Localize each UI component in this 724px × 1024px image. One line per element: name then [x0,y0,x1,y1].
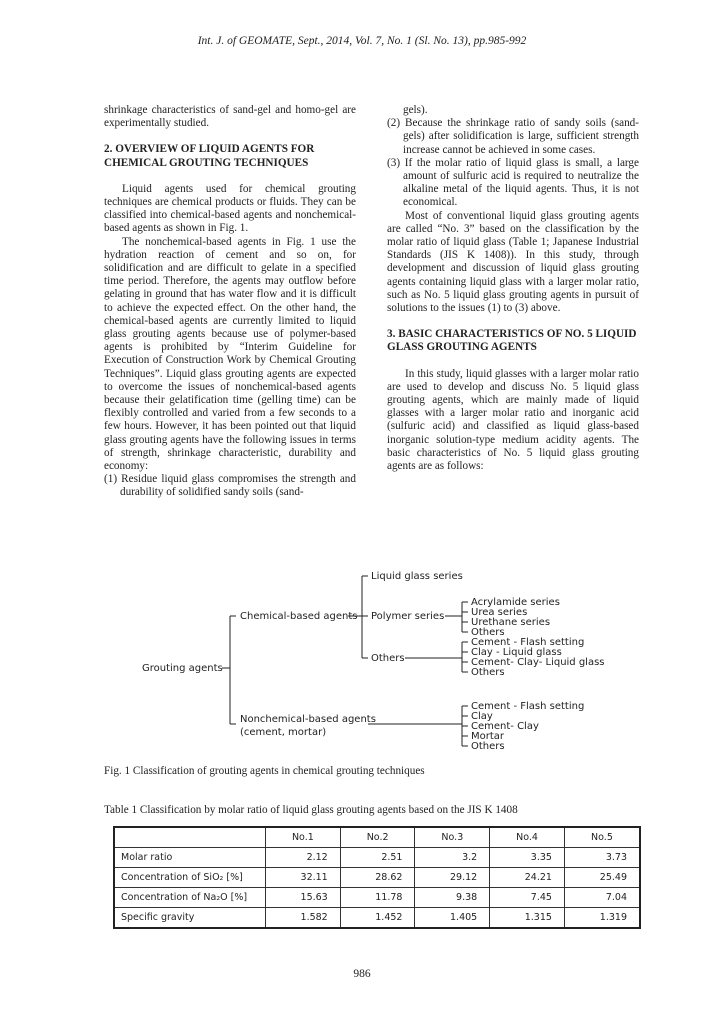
table-header-row [114,827,640,848]
table-cell: 1.405 [415,908,490,929]
table-cell: 2.51 [340,848,415,868]
list-item: (3) If the molar ratio of liquid glass is small, a large amount of sulfuric acid is required to neutralize the alkaline metal of the liquid agents. Thus, it is not economical. [387,156,639,209]
table-cell: 1.319 [564,908,640,929]
paragraph: Most of conventional liquid glass grouting agents are called “No. 3” based on the classification by the molar ratio of liquid glass (Table 1; Japanese Industrial Standards (JIS K 1408)). In this study, through development and discussion of liquid glass grouting agents containing liquid glass with a larger molar ratio, such as No. 5 liquid glass grouting agents in pursuit of solutions to the issues (1) to (3) above. [387,209,639,315]
leaf-other-item: Clay - Liquid glass [471,647,562,658]
leaf-polymer-item: Others [471,627,505,638]
leaf-nonchem-item: Cement - Flash setting [471,701,585,712]
table-row [114,868,640,888]
table-row [114,908,640,929]
leaf-nonchem-item: Mortar [471,731,505,742]
table-cell: 3.35 [490,848,565,868]
left-column [104,104,356,500]
paragraph: shrinkage characteristics of sand-gel and homo-gel are experimentally studied. [104,104,356,130]
table-cell: 24.21 [490,868,565,888]
table-header-cell: No.5 [564,827,640,848]
classification-diagram [100,562,620,762]
leaf-polymer-item: Acrylamide series [471,597,560,608]
leaf-nonchem-item: Clay [471,711,493,722]
table-cell: 9.38 [415,888,490,908]
node-chemical-based: Chemical-based agents [240,611,358,622]
row-label: Concentration of SiO₂ [%] [114,868,266,888]
paragraph: In this study, liquid glasses with a larger molar ratio are used to develop and discuss No. 5 liquid glass grouting agents, which are mainly made of liquid glasses with a larger molar ratio and inorganic acid (sulfuric acid) and classified as liquid glass-based inorganic solution-type medium acidity agents. The basic characteristics of No. 5 liquid glass grouting agents are as follows: [387,367,639,473]
table-header-cell: No.4 [490,827,565,848]
table-header-cell: No.3 [415,827,490,848]
right-column [387,104,639,473]
node-polymer-series: Polymer series [371,611,445,622]
node-others: Others [371,653,405,664]
table-row [114,888,640,908]
page-number: 986 [353,968,371,980]
leaf-nonchem-item: Cement- Clay [471,721,539,732]
table-cell: 3.73 [564,848,640,868]
table-cell: 29.12 [415,868,490,888]
paragraph: Liquid agents used for chemical grouting techniques are chemical products or fluids. They can be classified into chemical-based agents and nonchemical-based agents as shown in Fig. 1. [104,182,356,235]
list-item: (2) Because the shrinkage ratio of sandy soils (sand-gels) after solidification is large, sufficient strength increase cannot be achieved in some cases. [387,117,639,156]
row-label: Specific gravity [114,908,266,929]
table-header-cell [114,827,266,848]
node-nonchemical-note: (cement, mortar) [240,727,327,738]
table-header-cell: No.2 [340,827,415,848]
node-grouting-agents: Grouting agents [142,663,223,674]
table-row [114,848,640,868]
leaf-other-item: Cement - Flash setting [471,637,585,648]
leaf-nonchem-item: Others [471,741,505,752]
table-cell: 3.2 [415,848,490,868]
table-cell: 32.11 [266,868,341,888]
node-liquid-glass-series: Liquid glass series [371,571,463,582]
table-cell: 11.78 [340,888,415,908]
table-caption: Table 1 Classification by molar ratio of liquid glass grouting agents based on the JIS K 1408 [104,804,518,816]
figure-caption: Fig. 1 Classification of grouting agents in chemical grouting techniques [104,765,425,777]
table-cell: 7.45 [490,888,565,908]
section-heading-2: 2. OVERVIEW OF LIQUID AGENTS FOR CHEMICAL GROUTING TECHNIQUES [104,143,315,169]
table-cell: 15.63 [266,888,341,908]
list-item: (1) Residue liquid glass compromises the strength and durability of solidified sandy soils (sand- [104,473,356,499]
table-cell: 7.04 [564,888,640,908]
row-label: Concentration of Na₂O [%] [114,888,266,908]
list-item-continuation: gels). [403,104,428,116]
molar-ratio-table [113,826,641,929]
leaf-polymer-item: Urethane series [471,617,551,628]
section-heading-3: 3. BASIC CHARACTERISTICS OF NO. 5 LIQUID GLASS GROUTING AGENTS [387,328,637,354]
row-label: Molar ratio [114,848,266,868]
leaf-other-item: Others [471,667,505,678]
table-header-cell: No.1 [266,827,341,848]
leaf-polymer-item: Urea series [471,607,528,618]
table-cell: 2.12 [266,848,341,868]
table-cell: 1.582 [266,908,341,929]
leaf-other-item: Cement- Clay- Liquid glass [471,657,605,668]
table-cell: 25.49 [564,868,640,888]
paragraph: The nonchemical-based agents in Fig. 1 use the hydration reaction of cement and so on, for solidification and are difficult to gelate in a specified time period. Therefore, the agents may outflow before gelating in ground that has water flow and it is difficult to achieve the expected effect. On the other hand, the chemical-based agents are currently limited to liquid glass grouting agents because use of polymer-based agents is prohibited by “Interim Guideline for Execution of Construction Work by Chemical Grouting Techniques”. Liquid glass grouting agents are expected to overcome the issues of nonchemical-based agents because their gelatification time (gelling time) can be flexibly controlled and varied from a few seconds to a few hours. However, it has been pointed out that liquid glass grouting agents have the following issues in terms of strength, shrinkage characteristic, durability and economy: [104,235,356,473]
table-cell: 28.62 [340,868,415,888]
running-header: Int. J. of GEOMATE, Sept., 2014, Vol. 7, No. 1 (Sl. No. 13), pp.985-992 [197,35,527,47]
table-cell: 1.452 [340,908,415,929]
table-cell: 1.315 [490,908,565,929]
node-nonchemical-based: Nonchemical-based agents [240,714,376,725]
